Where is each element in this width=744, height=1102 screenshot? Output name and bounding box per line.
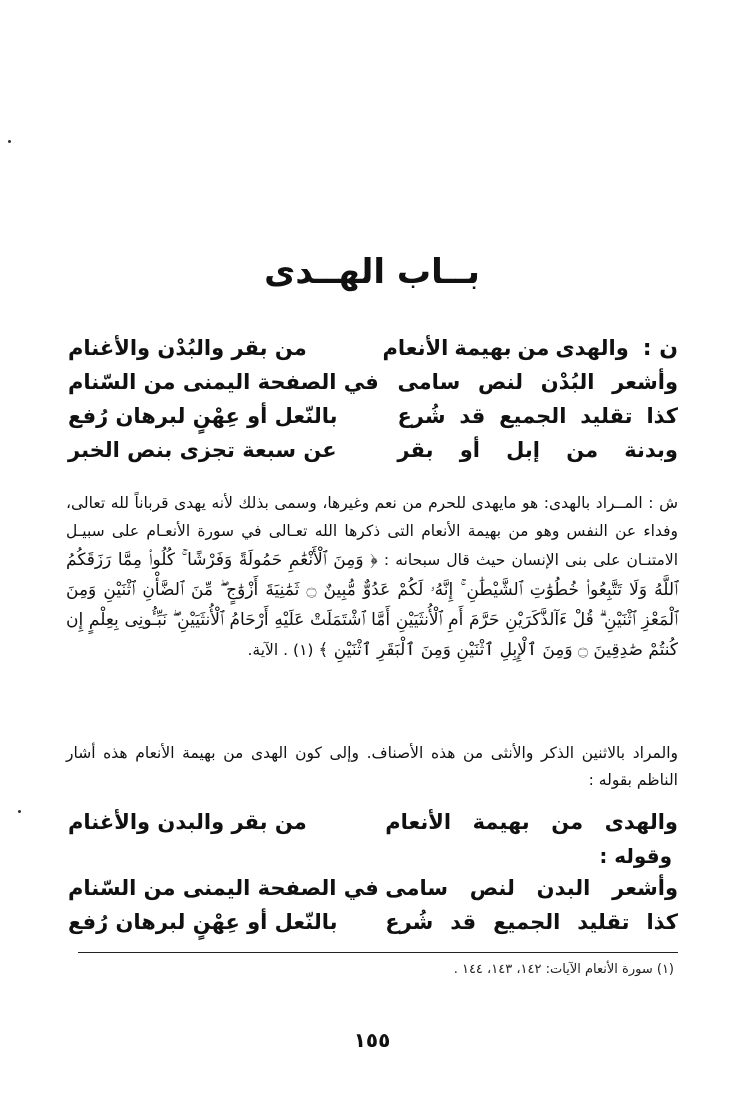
verse-first-hemistich: [385, 810, 678, 834]
verse-second-hemistich: من بقر والبدن والأغنام: [68, 810, 307, 834]
commentary-text: المــراد بالهدى: هو مايهدى للحرم من نعم وغيرها، وسمى بذلك لأنه يهدى قرباناً لله تعالى، وفداء عن النفس وهو من بهيمة الأنعام التى ذكرها الله تعـالى في سورة الأنعـام على سبيـل الامتنـان على بنى الإنسان حيث قال سبحانه :: [66, 494, 678, 569]
verse-word: وأشعر: [612, 876, 678, 900]
verse-first-hemistich: [397, 370, 678, 394]
verse-word: وأشعر: [612, 370, 678, 394]
verse-word: والهدى: [555, 336, 629, 360]
explanation-paragraph: والمراد بالاثنين الذكر والأنثى من هذه الأصناف. وإلى كون الهدى من بهيمة الأنعام هذه أشار الناظم بقوله :: [66, 744, 678, 789]
page-number: ١٥٥: [353, 1028, 391, 1052]
verse-row: [68, 336, 678, 370]
commentary-marker: ش :: [648, 494, 678, 512]
verse-word: قد: [450, 910, 477, 934]
qawluhu-label: وقوله :: [599, 844, 672, 868]
verse-word: إبل: [506, 438, 540, 462]
verse-tail: . الآية.: [247, 641, 289, 659]
verse-second-hemistich: عن سبعة تجزى بنص الخبر: [68, 438, 337, 462]
verse-row: [68, 370, 678, 404]
verse-word: سامى: [397, 370, 461, 394]
verse-second-hemistich: في الصفحة اليمنى من السّنام: [68, 876, 379, 900]
verse-first-hemistich: [397, 404, 678, 428]
commentary-paragraph: [66, 489, 678, 665]
verse-first-hemistich: [385, 876, 678, 900]
verse-word: والهدى: [604, 810, 678, 834]
verse-second-hemistich: في الصفحة اليمنى من السّنام: [68, 370, 379, 394]
quran-verse: ﴿ وَمِنَ ٱلْأَنْعَٰمِ حَمُولَةً وَفَرْشًا ۚ كُلُوا۟ مِمَّا رَزَقَكُمُ ٱللَّهُ وَلَا تَتَّبِعُوا۟ خُطُوَٰتِ ٱلشَّيْطَٰنِ ۚ إِنَّهُۥ لَكُمْ عَدُوٌّ مُّبِينٌ ۝ ثَمَٰنِيَةَ أَزْوَٰجٍ ۖ مِّنَ ٱلضَّأْنِ ٱثْنَيْنِ وَمِنَ ٱلْمَعْزِ ٱثْنَيْنِ ۗ قُلْ ءَآلذَّكَرَيْنِ حَرَّمَ أَمِ ٱلْأُنثَيَيْنِ أَمَّا ٱشْتَمَلَتْ عَلَيْهِ أَرْحَامُ ٱلْأُنثَيَيْنِ ۖ نَبِّـُٔونِى بِعِلْمٍ إِن كُنتُمْ صَٰدِقِينَ ۝ وَمِنَ ٱلْإِبِلِ ٱثْنَيْنِ وَمِنَ ٱلْبَقَرِ ٱثْنَيْنِ ﴾: [66, 550, 678, 660]
verse-word: من: [517, 336, 550, 360]
verse-word: البدن: [536, 876, 591, 900]
verse-word: الجميع: [499, 404, 567, 428]
verse-word: لنص: [469, 876, 515, 900]
scan-speck: [18, 810, 21, 813]
verse-word: سامى: [385, 876, 448, 900]
verse-first-hemistich: [397, 438, 678, 462]
footnote-divider: [78, 952, 678, 953]
verse-second-hemistich: بالنّعل أو عِهْنٍ لبرهان رُفع: [68, 404, 338, 428]
footnote: (١) سورة الأنعام الآيات: ١٤٢، ١٤٣، ١٤٤ .: [453, 962, 674, 977]
verse-word: الأنعام: [385, 810, 452, 834]
verse-row: [68, 876, 678, 910]
verse-word: قد: [459, 404, 486, 428]
verse-word: البُدْن: [540, 370, 595, 394]
verse-word: بهيمة: [472, 810, 530, 834]
verse-first-hemistich: [382, 336, 678, 361]
verse-word: أو: [459, 438, 480, 462]
scan-speck: [8, 140, 11, 143]
verse-word: تقليد: [577, 910, 630, 934]
verse-word: لنص: [477, 370, 524, 394]
verse-row: [68, 438, 678, 472]
verse-word: من: [551, 810, 584, 834]
main-poem: [68, 336, 678, 472]
chapter-title: بــاب الهــدى: [264, 252, 480, 292]
verse-word: الأنعام: [382, 336, 449, 360]
verse-row: [68, 404, 678, 438]
verse-word: وبدنة: [624, 438, 678, 462]
quoted-verse-2: [68, 876, 678, 944]
verse-second-hemistich: من بقر والبُدْن والأغنام: [68, 336, 307, 360]
verse-row: [68, 910, 678, 944]
verse-word: الجميع: [493, 910, 561, 934]
verse-first-hemistich: [385, 910, 678, 934]
quoted-verse-1: [68, 810, 678, 844]
footnote-reference: (١): [293, 641, 314, 659]
verse-row: [68, 810, 678, 844]
verse-word: كذا: [646, 910, 678, 934]
verse-word: شُرع: [385, 910, 434, 934]
poem-marker: ن :: [642, 336, 678, 361]
verse-word: من: [566, 438, 599, 462]
verse-word: بقر: [397, 438, 434, 462]
verse-word: تقليد: [580, 404, 633, 428]
verse-word: كذا: [646, 404, 678, 428]
verse-word: بهيمة: [454, 336, 512, 360]
verse-second-hemistich: بالنّعل أو عِهْنٍ لبرهان رُفع: [68, 910, 338, 934]
verse-word: شُرع: [397, 404, 446, 428]
